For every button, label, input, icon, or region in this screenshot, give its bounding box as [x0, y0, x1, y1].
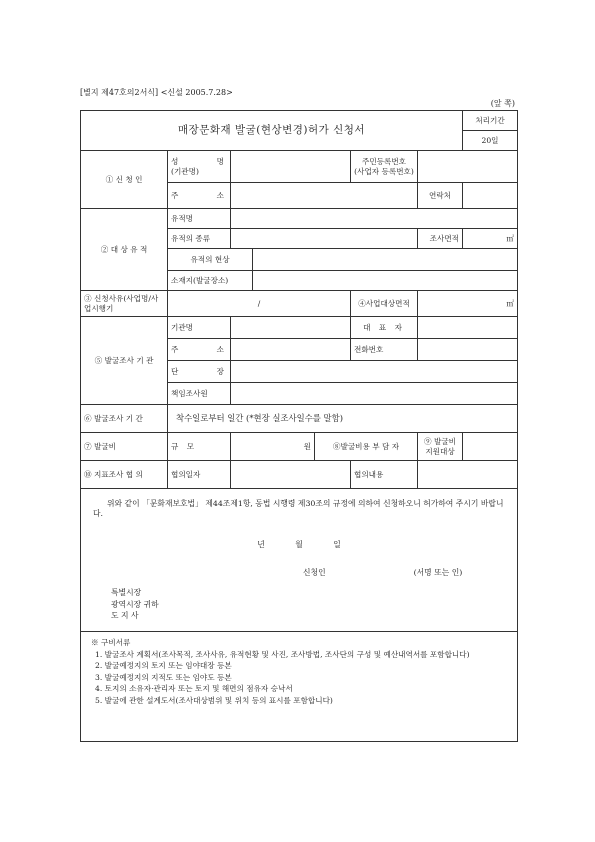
phone-label: 전화번호 [351, 339, 418, 361]
documents-header: ※ 구비서류 [91, 638, 131, 648]
survey-area-label: 조사면적 [418, 229, 463, 249]
contact-input[interactable] [463, 183, 518, 209]
applicant-section-label: ① 신 청 인 [81, 151, 168, 209]
agency-address-label [168, 339, 231, 361]
period-input[interactable]: 착수일로부터 일간 (*현장 실조사일수를 말함) [168, 405, 518, 433]
document-item: 2. 발굴예정지의 토지 또는 임야대장 등본 [95, 661, 232, 671]
cost-support-label: ⑨ 발굴비 지원대상 [418, 433, 463, 461]
consult-content-label: 협의내용 [351, 461, 418, 489]
site-status-label: 유적의 현상 [168, 249, 253, 271]
leader-label [168, 361, 231, 383]
reason-label: ③ 신청사유(사업명/사업시행기 [81, 291, 168, 317]
representative-label: 대 표 자 [351, 317, 418, 339]
cost-bearer-label: ⑧발굴비용 부 담 자 [315, 433, 418, 461]
org-name-label: 기관명 [168, 317, 231, 339]
name-label-cell [168, 151, 231, 183]
researcher-label: 책임조사원 [168, 383, 231, 405]
target-section-label: ② 대 상 유 적 [81, 209, 168, 291]
signature-note[interactable]: (서명 또는 인) [413, 568, 463, 578]
recipient-3: 도 지 사 [111, 611, 139, 621]
recipient-2: 광역시장 귀하 [111, 599, 159, 609]
address-input[interactable] [231, 183, 418, 209]
statement-text: 위와 같이 「문화재보호법」 제44조제1항, 동법 시행령 제30조의 규정에 의하여 신청하오니 허가하여 주시기 바랍니다. [93, 499, 504, 518]
processing-period-label: 처리기간 [463, 111, 518, 131]
consult-date-input[interactable] [231, 461, 351, 489]
consult-label: ⑩ 지표조사 협 의 [81, 461, 168, 489]
id-label: 주민등록번호 [361, 157, 406, 167]
survey-area-unit[interactable]: ㎡ [463, 229, 518, 249]
site-name-input[interactable] [231, 209, 518, 229]
id-label-cell [351, 151, 418, 183]
scale-unit: 원 [303, 441, 311, 451]
document-item: 5. 발굴에 관한 설계도서(조사대상범위 및 위치 등의 표시를 포함합니다) [95, 695, 333, 705]
document-item: 4. 토지의 소유자·관리자 또는 토지 및 해면의 점유자 승낙서 [95, 684, 293, 694]
representative-input[interactable] [418, 317, 518, 339]
page-side-label: (앞 쪽) [490, 99, 515, 108]
name-input[interactable] [231, 151, 351, 183]
signature-applicant-label: 신청인 [303, 568, 326, 578]
signature-line [93, 568, 505, 578]
site-name-label: 유적명 [168, 209, 231, 229]
leader-label-text: 단 장 [171, 366, 227, 376]
scale-label: 규 모 [168, 433, 231, 461]
address-label-text: 주 소 [171, 190, 227, 200]
application-statement [81, 489, 518, 632]
name-label: 성 명 [171, 157, 227, 167]
project-area-input[interactable] [418, 291, 518, 317]
id-sublabel: (사업자 등록번호) [354, 166, 414, 176]
project-area-label: ④사업대상면적 [351, 291, 418, 317]
site-type-label: 유적의 종류 [168, 229, 231, 249]
form-title: 매장문화재 발굴(현상변경)허가 신청서 [81, 111, 463, 151]
processing-period-value: 20일 [463, 131, 518, 151]
id-input[interactable] [418, 151, 518, 183]
cost-label: ⑦ 발굴비 [81, 433, 168, 461]
application-form [80, 110, 518, 742]
required-documents [81, 632, 518, 742]
location-input[interactable] [253, 271, 518, 291]
cost-support-input[interactable] [463, 433, 518, 461]
document-item: 3. 발굴예정지의 지적도 또는 임야도 등본 [95, 672, 232, 682]
reason-input[interactable] [168, 291, 351, 317]
site-type-input[interactable] [231, 229, 418, 249]
reason-slash: / [257, 298, 261, 308]
period-label: ⑥ 발굴조사 기 간 [81, 405, 168, 433]
phone-input[interactable] [418, 339, 518, 361]
site-status-input[interactable] [253, 249, 518, 271]
contact-label: 연락처 [418, 183, 463, 209]
leader-input[interactable] [231, 361, 518, 383]
agency-section-label: ⑤ 발굴조사 기 관 [81, 317, 168, 405]
address-label [168, 183, 231, 209]
researcher-input[interactable] [231, 383, 518, 405]
agency-address-text: 주 소 [171, 344, 227, 354]
project-area-unit: ㎡ [506, 298, 515, 308]
location-label: 소재지(발굴장소) [168, 271, 253, 291]
document-item: 1. 발굴조사 계획서(조사목적, 조사사유, 유적현황 및 사진, 조사방법, 조사단의 구성 및 예산내역서를 포함합니다) [95, 649, 470, 659]
consult-content-input[interactable] [418, 461, 518, 489]
org-name-input[interactable] [231, 317, 351, 339]
consult-date-label: 협의일자 [168, 461, 231, 489]
recipient-1: 특별시장 [111, 587, 142, 597]
scale-input[interactable] [231, 433, 315, 461]
agency-address-input[interactable] [231, 339, 351, 361]
form-reference: [별지 제47호의2서식] <신설 2005.7.28> [80, 88, 233, 97]
name-sublabel: (기관명) [171, 166, 199, 176]
application-date[interactable]: 년 월 일 [257, 540, 341, 550]
